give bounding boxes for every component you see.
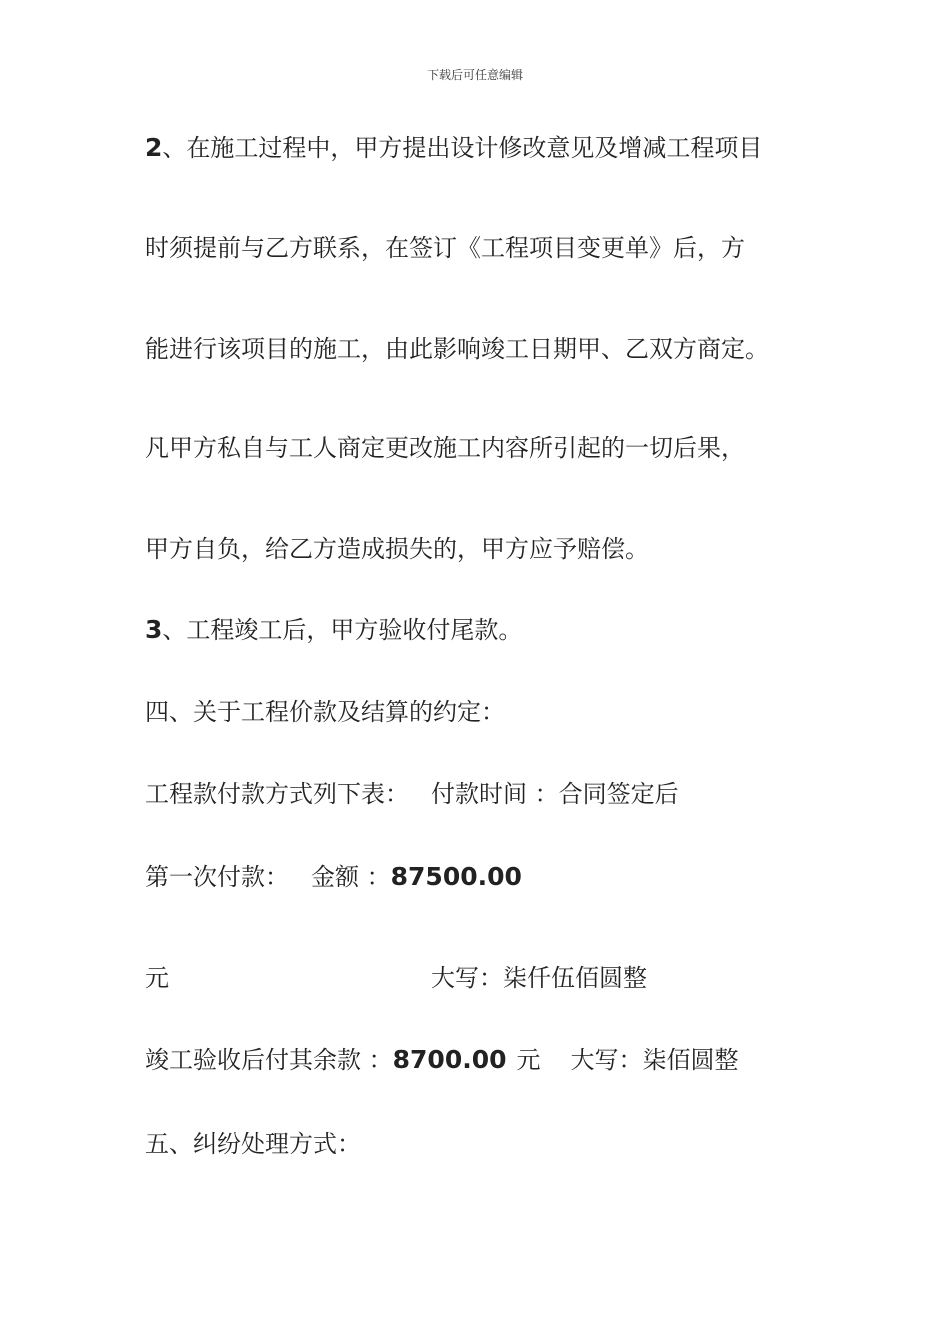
item-number-3: 3 bbox=[145, 615, 163, 644]
paragraph-2-line-5: 甲方自负，给乙方造成损失的，甲方应予赔偿。 bbox=[145, 535, 649, 563]
first-payment-line bbox=[145, 861, 522, 893]
paragraph-3 bbox=[145, 614, 522, 646]
section-4-title: 四、关于工程价款及结算的约定： bbox=[145, 698, 505, 726]
section-5-title: 五、纠纷处理方式： bbox=[145, 1130, 361, 1158]
final-amount-capital: 大写：柒佰圆整 bbox=[570, 1046, 739, 1074]
first-payment-capital-line bbox=[145, 962, 647, 994]
paragraph-3-text: 、工程竣工后，甲方验收付尾款。 bbox=[162, 616, 523, 644]
paragraph-2-line-4: 凡甲方私自与工人商定更改施工内容所引起的一切后果， bbox=[145, 434, 745, 462]
first-amount-value: 87500.00 bbox=[390, 862, 522, 891]
first-payment-label: 第一次付款： bbox=[145, 863, 289, 891]
page-header: 下载后可任意编辑 bbox=[426, 68, 523, 82]
paragraph-2-line-1 bbox=[145, 132, 762, 164]
paragraph-2-text-1: 、在施工过程中，甲方提出设计修改意见及增减工程项目 bbox=[162, 134, 763, 162]
final-amount-value: 8700.00 bbox=[392, 1045, 507, 1074]
paragraph-2-line-2: 时须提前与乙方联系，在签订《工程项目变更单》后，方 bbox=[145, 234, 745, 262]
paragraph-2-line-3: 能进行该项目的施工，由此影响竣工日期甲、乙双方商定。 bbox=[145, 335, 769, 363]
first-amount-capital: 大写：柒仟伍佰圆整 bbox=[431, 964, 647, 992]
payment-time-label: 付款时间 ：合同签定后 bbox=[431, 780, 679, 808]
item-number-2: 2 bbox=[145, 133, 163, 162]
final-payment-label: 竣工验收后付其余款 ： bbox=[145, 1046, 393, 1074]
first-amount-unit: 元 bbox=[145, 964, 169, 992]
final-payment-line bbox=[145, 1044, 739, 1076]
payment-intro: 工程款付款方式列下表： bbox=[145, 780, 409, 808]
payment-intro-line bbox=[145, 778, 679, 810]
first-amount-label: 金额 ： bbox=[311, 863, 391, 891]
final-amount-unit: 元 bbox=[516, 1046, 541, 1074]
